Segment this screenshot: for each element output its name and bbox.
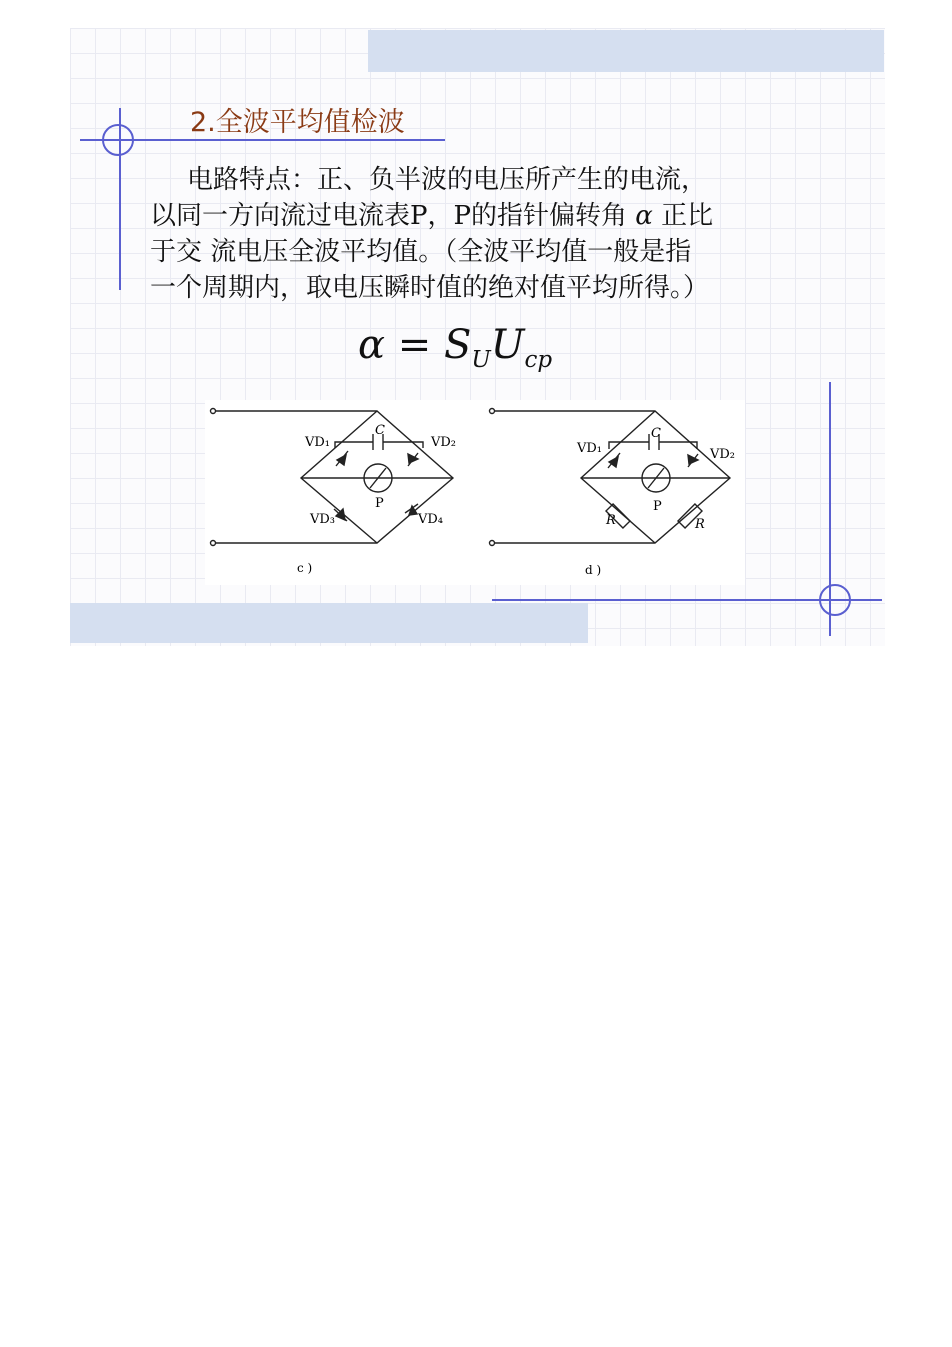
section-title: 2.全波平均值检波 — [190, 107, 405, 138]
label-vd4: VD₄ — [418, 512, 444, 527]
text-line: 于交 流电压全波平均值。（全波平均值一般是指 — [150, 237, 692, 267]
text-line: 一个周期内，取电压瞬时值的绝对值平均所得。） — [150, 273, 710, 303]
label-resistor-right: R — [695, 517, 705, 532]
label-meter: P — [375, 496, 384, 511]
label-vd3: VD₃ — [310, 512, 336, 527]
label-resistor-left: R — [606, 513, 616, 528]
text-line: 以同一方向流过电流表P，P的指针偏转角 α 正比 — [150, 201, 714, 231]
label-vd2: VD₂ — [431, 435, 457, 450]
label-capacitor: C — [375, 423, 385, 438]
caption-c: c ) — [297, 561, 313, 575]
circuit-diagrams — [205, 400, 745, 585]
formula: $\alpha = S_UU_{cp}$ — [358, 322, 553, 373]
caption-d: d ) — [585, 563, 602, 577]
text-line: 电路特点：正、负半波的电压所产生的电流， — [187, 165, 708, 195]
label-vd2: VD₂ — [710, 447, 736, 462]
alpha-symbol: α — [635, 201, 653, 231]
label-vd1: VD₁ — [305, 435, 331, 450]
label-vd1: VD₁ — [577, 441, 603, 456]
description-paragraph — [150, 162, 850, 306]
label-capacitor: C — [651, 426, 661, 441]
label-meter: P — [653, 499, 662, 514]
